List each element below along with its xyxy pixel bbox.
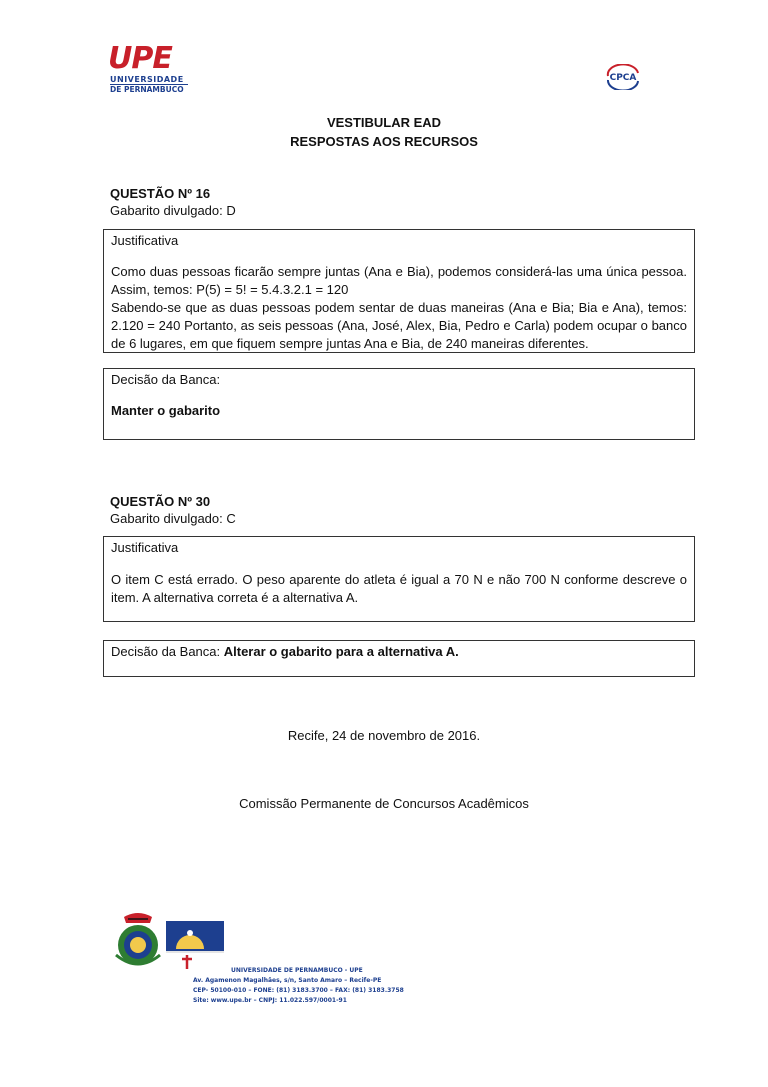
q16-justificativa-box — [103, 229, 695, 353]
doc-title-line1: VESTIBULAR EAD — [326, 115, 442, 130]
footer-line4: Site: www.upe.br – CNPJ: 11.022.597/0001-91 — [193, 997, 347, 1004]
footer-line2: Av. Agamenon Magalhães, s/n, Santo Amaro – Recife-PE — [193, 977, 382, 984]
q16-gabarito: Gabarito divulgado: D — [110, 203, 236, 218]
upe-logo-line2: DE PERNAMBUCO — [110, 85, 184, 94]
doc-title-line2: RESPOSTAS AOS RECURSOS — [290, 134, 478, 149]
cpca-logo — [604, 64, 642, 90]
q30-gabarito: Gabarito divulgado: C — [110, 511, 236, 526]
date-line: Recife, 24 de novembro de 2016. — [287, 728, 481, 743]
q30-decisao-value: Alterar o gabarito para a alternativa A. — [223, 644, 459, 659]
footer-line1: UNIVERSIDADE DE PERNAMBUCO - UPE — [231, 967, 363, 974]
q30-decisao-box — [103, 640, 695, 677]
q16-decisao-label: Decisão da Banca: — [111, 372, 221, 387]
q30-justificativa-text: O item C está errado. O peso aparente do atleta é igual a 70 N e não 700 N conforme descreve o item. A alternativa correta é a alternativa A. — [111, 572, 687, 605]
upe-logo-text: UPE — [108, 41, 172, 76]
q16-heading: QUESTÃO Nº 16 — [110, 186, 211, 201]
footer-address — [193, 966, 404, 1006]
upe-logo — [108, 41, 192, 96]
footer-line3: CEP- 50100-010 – FONE: (81) 3183.3700 – FAX: (81) 3183.3758 — [193, 987, 404, 994]
q16-justificativa-text2: Sabendo-se que as duas pessoas podem sentar de duas maneiras (Ana e Bia; Bia e Ana), temos: 2.120 = 240 Portanto, as seis pessoas (Ana, José, Alex, Bia, Pedro e Carla) podem ocupar o banco de 6 lugares, em que fiquem sempre juntas Ana e Bia, de 240 maneiras diferentes. — [111, 300, 687, 351]
cpca-logo-text: CPCA — [609, 73, 637, 83]
upe-logo-line1: UNIVERSIDADE — [110, 75, 184, 84]
q30-justificativa-box — [103, 536, 695, 622]
q16-justificativa-label: Justificativa — [111, 233, 179, 248]
q16-decisao-value: Manter o gabarito — [111, 403, 221, 418]
q30-justificativa-label: Justificativa — [111, 540, 179, 555]
q30-heading: QUESTÃO Nº 30 — [110, 494, 211, 509]
q16-justificativa-text: Como duas pessoas ficarão sempre juntas (Ana e Bia), podemos considerá-las uma única pessoa. Assim, temos: P(5) = 5! = 5.4.3.2.1 = 120 — [111, 264, 687, 297]
q30-decisao-label: Decisão da Banca: — [111, 644, 224, 659]
state-coat-of-arms-icon — [110, 911, 166, 978]
signature-line: Comissão Permanente de Concursos Acadêmicos — [239, 796, 529, 811]
q16-decisao-box — [103, 368, 695, 440]
